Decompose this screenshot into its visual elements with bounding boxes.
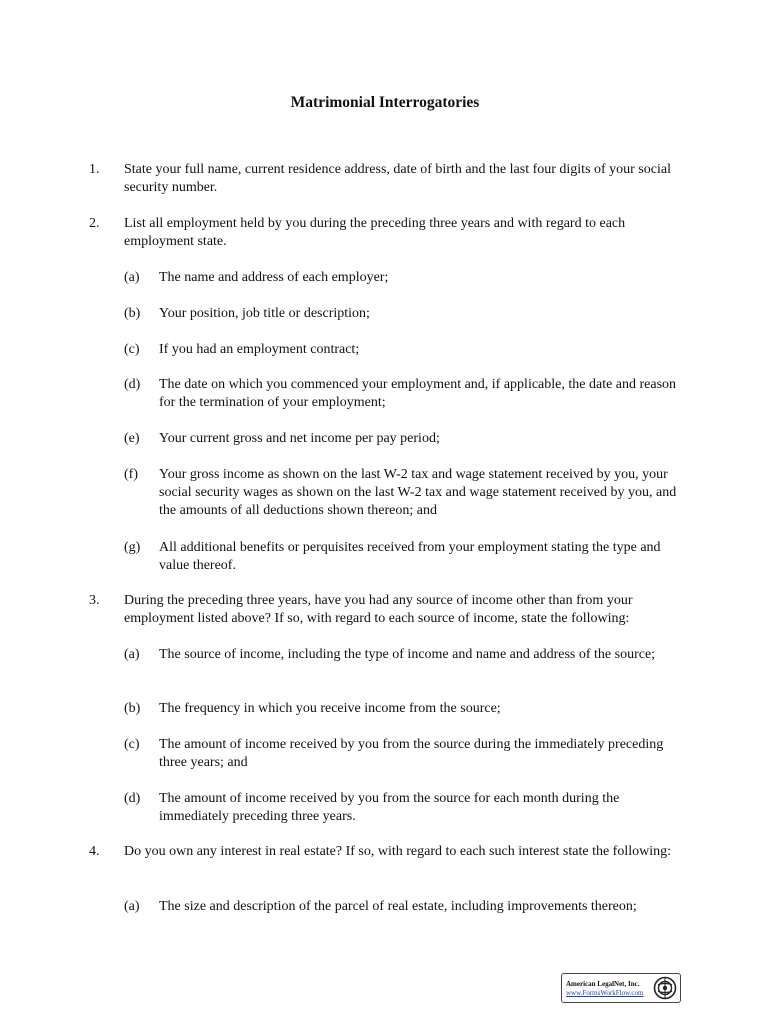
question-text: State your full name, current residence address, date of birth and the last four digits of your social security number. bbox=[124, 162, 671, 195]
item-letter: (d) bbox=[124, 377, 141, 392]
item-text: The source of income, including the type of income and name and address of the source; bbox=[159, 647, 656, 662]
question-3 bbox=[89, 592, 689, 628]
question-2-item-g bbox=[124, 539, 684, 575]
question-text: During the preceding three years, have you had any source of income other than from your employment listed above? If so, with regard to each source of income, state the following: bbox=[124, 593, 633, 626]
question-3-item-b bbox=[124, 700, 684, 718]
item-letter: (c) bbox=[124, 737, 140, 752]
item-text: The amount of income received by you from the source during the immediately preceding three years; and bbox=[159, 737, 664, 770]
item-text: The amount of income received by you from the source for each month during the immediately preceding three years. bbox=[159, 791, 620, 824]
question-1 bbox=[89, 161, 689, 197]
footer-badge bbox=[561, 973, 681, 1003]
item-text: If you had an employment contract; bbox=[159, 342, 360, 357]
question-number: 4. bbox=[89, 844, 100, 859]
item-letter: (b) bbox=[124, 701, 141, 716]
question-text: Do you own any interest in real estate? If so, with regard to each such interest state the following: bbox=[124, 844, 671, 859]
question-number: 3. bbox=[89, 593, 100, 608]
document-title: Matrimonial Interrogatories bbox=[290, 94, 480, 111]
item-text: All additional benefits or perquisites received from your employment stating the type and value thereof. bbox=[159, 540, 661, 573]
question-4-item-a bbox=[124, 898, 684, 916]
question-2-item-f bbox=[124, 466, 684, 520]
question-2-item-e bbox=[124, 430, 684, 448]
item-letter: (f) bbox=[124, 467, 138, 482]
question-3-item-a bbox=[124, 646, 684, 664]
globe-logo-icon bbox=[653, 976, 677, 1000]
question-2-item-c bbox=[124, 341, 684, 359]
item-letter: (a) bbox=[124, 647, 140, 662]
item-text: The size and description of the parcel of real estate, including improvements thereon; bbox=[159, 899, 637, 914]
item-text: Your position, job title or description; bbox=[159, 306, 370, 321]
question-2-item-d bbox=[124, 376, 684, 412]
question-3-item-c bbox=[124, 736, 684, 772]
question-2-item-a bbox=[124, 269, 684, 287]
question-3-item-d bbox=[124, 790, 684, 826]
question-2 bbox=[89, 215, 689, 251]
question-number: 2. bbox=[89, 216, 100, 231]
item-letter: (g) bbox=[124, 540, 141, 555]
item-text: The frequency in which you receive income from the source; bbox=[159, 701, 501, 716]
item-letter: (d) bbox=[124, 791, 141, 806]
item-letter: (b) bbox=[124, 306, 141, 321]
question-2-item-b bbox=[124, 305, 684, 323]
item-letter: (e) bbox=[124, 431, 140, 446]
question-4 bbox=[89, 843, 689, 861]
question-number: 1. bbox=[89, 162, 100, 177]
footer-company: American LegalNet, Inc. bbox=[566, 980, 640, 988]
item-text: Your gross income as shown on the last W-2 tax and wage statement received by you, your social security wages as shown on the last W-2 tax and wage statement received by you, and the amounts of all deductions shown thereon; and bbox=[159, 467, 677, 518]
footer-url-link[interactable]: www.FormsWorkFlow.com bbox=[566, 989, 644, 997]
item-letter: (a) bbox=[124, 899, 140, 914]
item-text: The date on which you commenced your employment and, if applicable, the date and reason for the termination of your employment; bbox=[159, 377, 677, 410]
question-text: List all employment held by you during the preceding three years and with regard to each employment state. bbox=[124, 216, 626, 249]
item-text: Your current gross and net income per pay period; bbox=[159, 431, 440, 446]
item-letter: (c) bbox=[124, 342, 140, 357]
item-letter: (a) bbox=[124, 270, 140, 285]
item-text: The name and address of each employer; bbox=[159, 270, 389, 285]
